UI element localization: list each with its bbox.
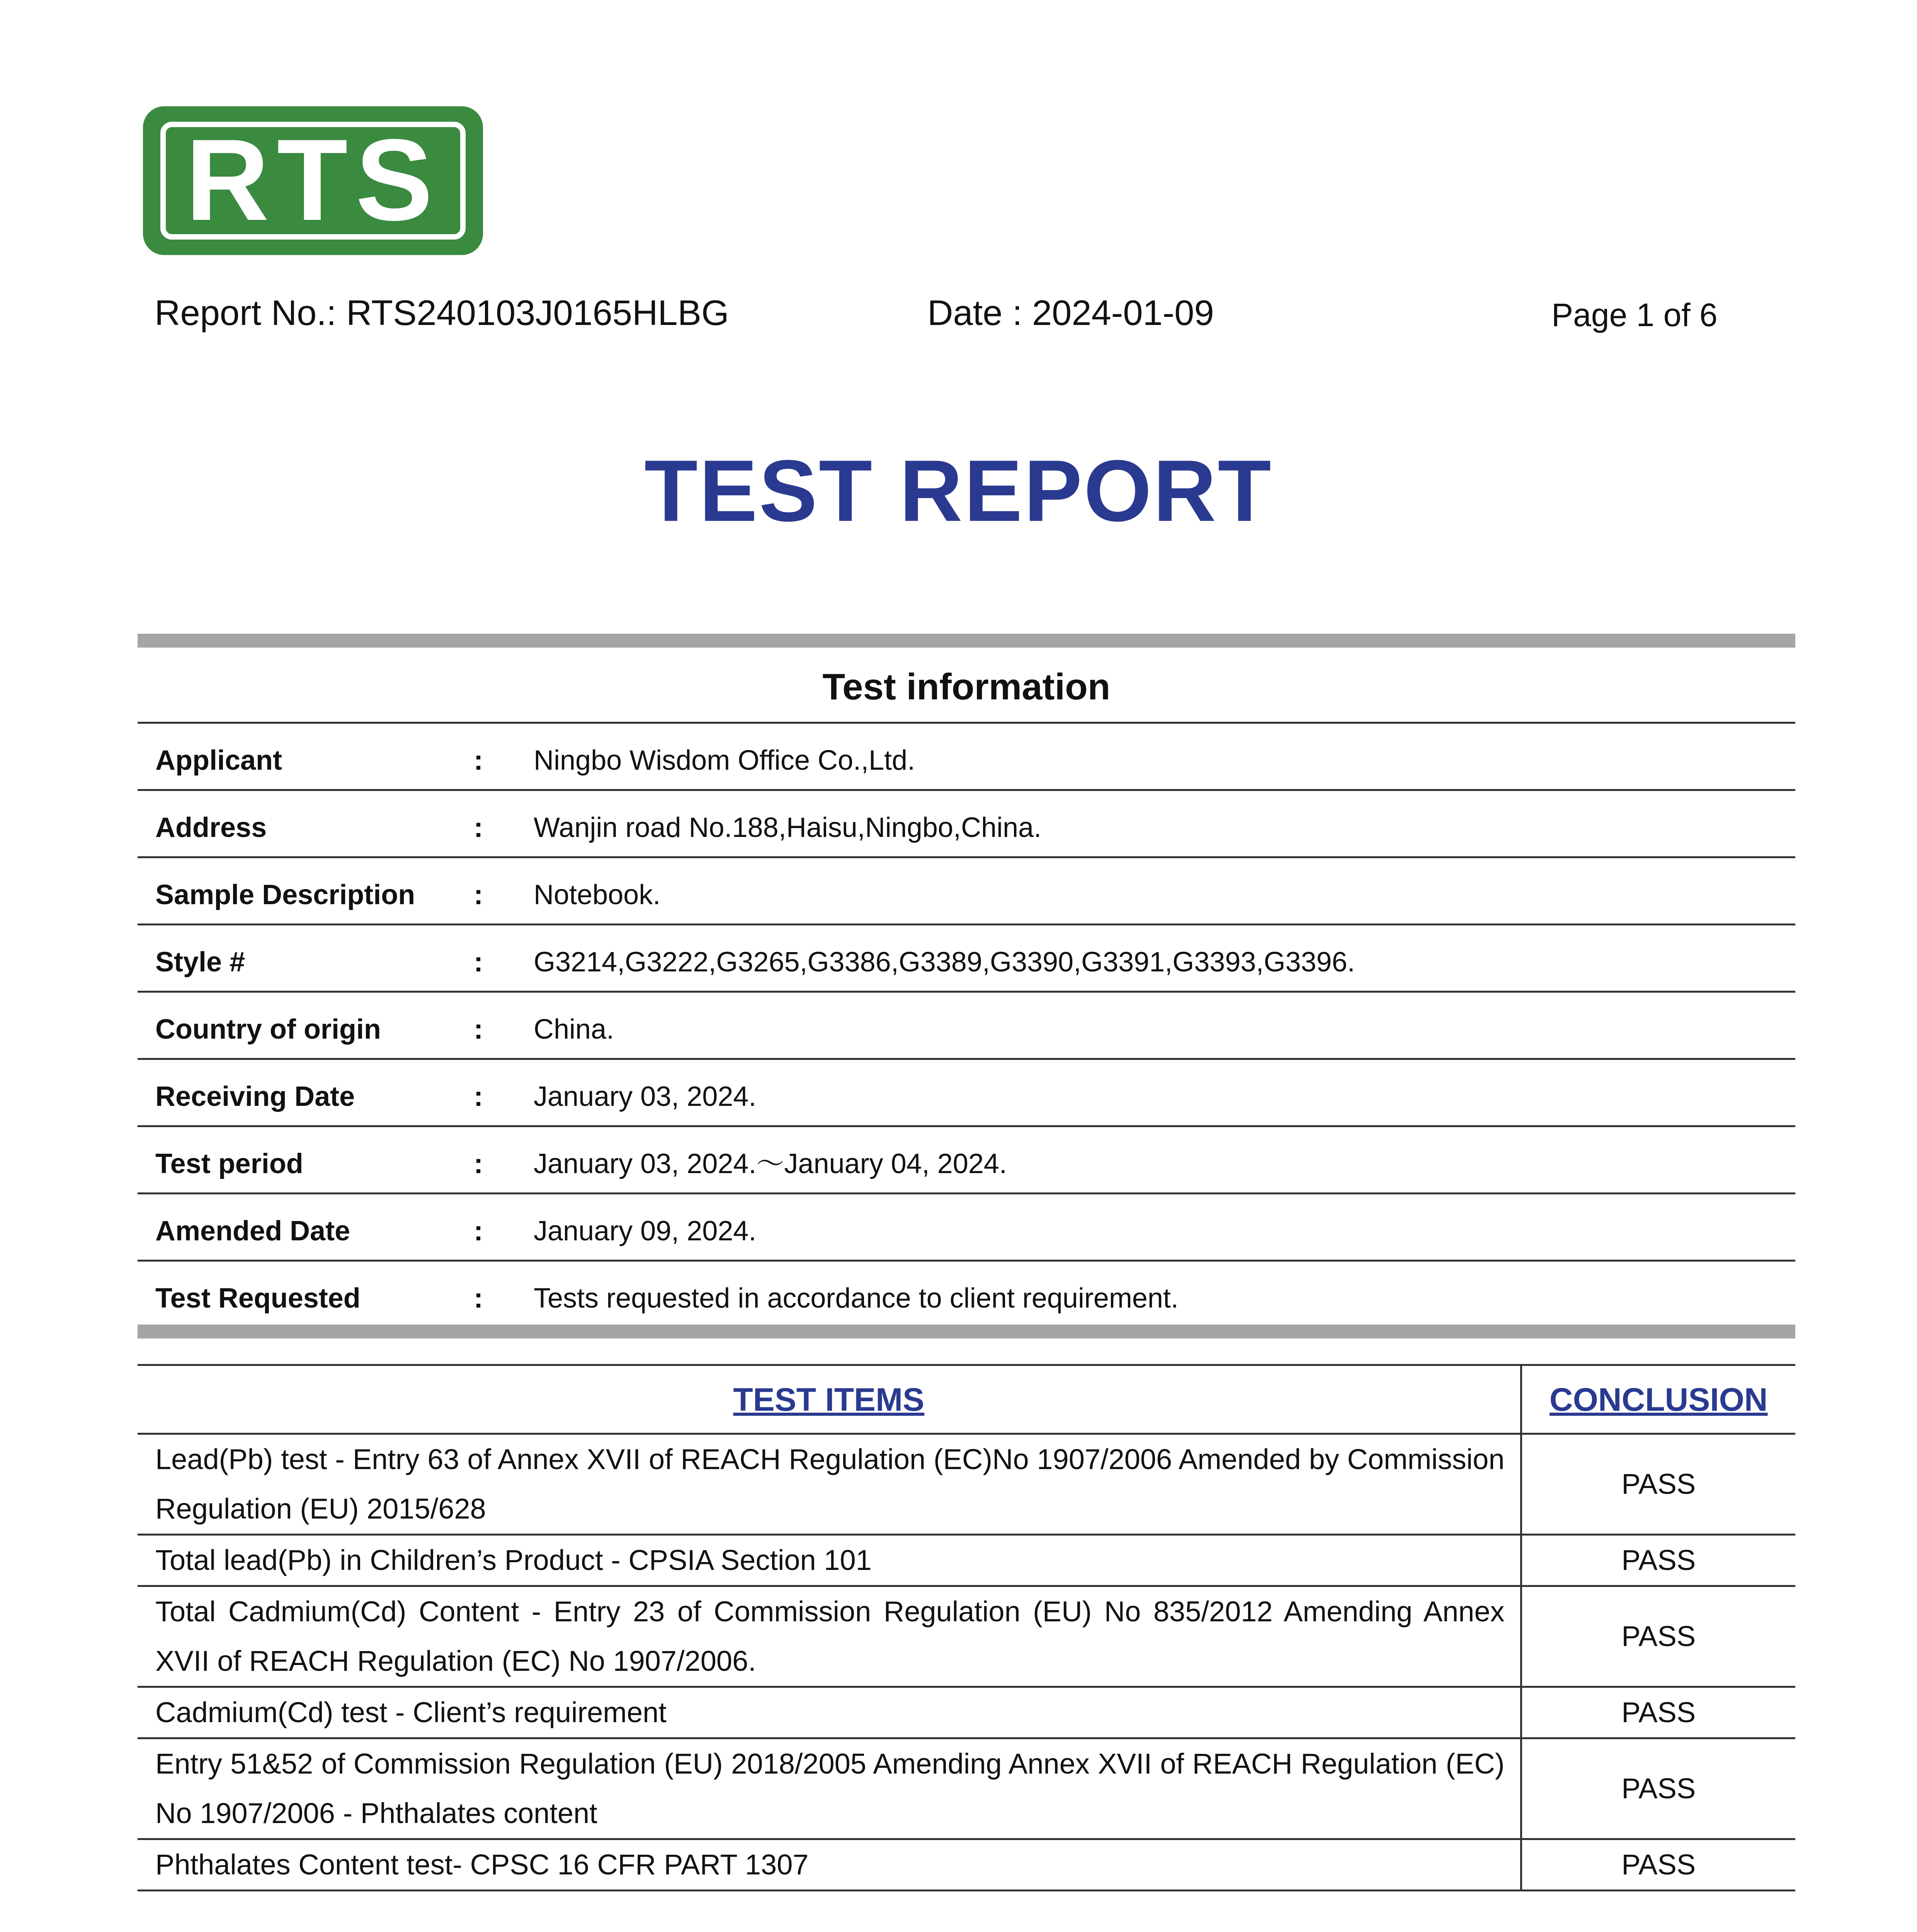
test-information-heading: Test information [822, 666, 1111, 707]
info-colon: : [474, 745, 483, 776]
report-date: Date : 2024-01-09 [927, 293, 1214, 333]
info-value: Tests requested in accordance to client requirement. [534, 1283, 1179, 1314]
page-number: Page 1 of 6 [1551, 297, 1718, 333]
conclusion-header: CONCLUSION [1521, 1365, 1795, 1434]
test-item: Total lead(Pb) in Children’s Product - CPSIA Section 101 [138, 1535, 1521, 1586]
test-item: Entry 51&52 of Commission Regulation (EU) 2018/2005 Amending Annex XVII of REACH Regulation (EC) No 1907/2006 - Phthalates content [138, 1738, 1521, 1839]
info-colon: : [474, 879, 483, 910]
info-value: G3214,G3222,G3265,G3386,G3389,G3390,G3391,G3393,G3396. [534, 947, 1355, 978]
info-colon: : [474, 1283, 483, 1314]
report-number: Report No.: RTS240103J0165HLBG [155, 293, 729, 333]
table-header-row [138, 1365, 1795, 1434]
table-row [138, 1586, 1795, 1687]
info-label: Address [155, 812, 267, 843]
info-label: Receiving Date [155, 1081, 355, 1112]
info-label: Style # [155, 947, 245, 978]
table-row [138, 1434, 1795, 1535]
info-colon: : [474, 1014, 483, 1045]
section-divider [138, 1325, 1795, 1338]
info-label: Amended Date [155, 1216, 350, 1247]
info-value: China. [534, 1014, 614, 1045]
info-row-applicant [138, 724, 1795, 791]
info-value: Ningbo Wisdom Office Co.,Ltd. [534, 745, 915, 776]
rts-logo [143, 106, 483, 255]
info-row-sample-description [138, 858, 1795, 925]
table-row [138, 1687, 1795, 1738]
info-row-amended-date [138, 1194, 1795, 1262]
table-row [138, 1738, 1795, 1839]
test-result: PASS [1521, 1738, 1795, 1839]
info-row-style [138, 925, 1795, 993]
table-row [138, 1535, 1795, 1586]
info-label: Test period [155, 1148, 303, 1179]
info-label: Country of origin [155, 1014, 381, 1045]
info-value: Notebook. [534, 879, 661, 910]
test-item: Cadmium(Cd) test - Client’s requirement [138, 1687, 1521, 1738]
info-row-receiving-date [138, 1060, 1795, 1127]
info-value: January 03, 2024.～January 04, 2024. [534, 1148, 1007, 1179]
test-item: Lead(Pb) test - Entry 63 of Annex XVII of REACH Regulation (EC)No 1907/2006 Amended by Commission Regulation (EU) 2015/628 [138, 1434, 1521, 1535]
info-value: January 09, 2024. [534, 1216, 757, 1247]
info-value: Wanjin road No.188,Haisu,Ningbo,China. [534, 812, 1042, 843]
page-title: TEST REPORT [644, 442, 1273, 539]
info-value: January 03, 2024. [534, 1081, 757, 1112]
info-label: Applicant [155, 745, 282, 776]
test-items-table [138, 1364, 1795, 1891]
info-colon: : [474, 1148, 483, 1179]
info-colon: : [474, 947, 483, 978]
test-result: PASS [1521, 1839, 1795, 1891]
test-item: Phthalates Content test- CPSC 16 CFR PART 1307 [138, 1839, 1521, 1891]
info-label: Test Requested [155, 1283, 361, 1314]
info-row-test-period [138, 1127, 1795, 1194]
info-row-test-requested [138, 1262, 1795, 1329]
test-item: Total Cadmium(Cd) Content - Entry 23 of Commission Regulation (EU) No 835/2012 Amending Annex XVII of REACH Regulation (EC) No 1907/2006. [138, 1586, 1521, 1687]
test-result: PASS [1521, 1535, 1795, 1586]
section-divider [138, 634, 1795, 648]
logo-text: RTS [185, 115, 441, 245]
info-colon: : [474, 812, 483, 843]
table-row [138, 1839, 1795, 1891]
test-result: PASS [1521, 1687, 1795, 1738]
test-result: PASS [1521, 1434, 1795, 1535]
info-row-address [138, 791, 1795, 858]
info-row-country-of-origin [138, 993, 1795, 1060]
test-items-header: TEST ITEMS [138, 1365, 1521, 1434]
info-colon: : [474, 1216, 483, 1247]
info-label: Sample Description [155, 879, 415, 910]
info-colon: : [474, 1081, 483, 1112]
test-result: PASS [1521, 1586, 1795, 1687]
